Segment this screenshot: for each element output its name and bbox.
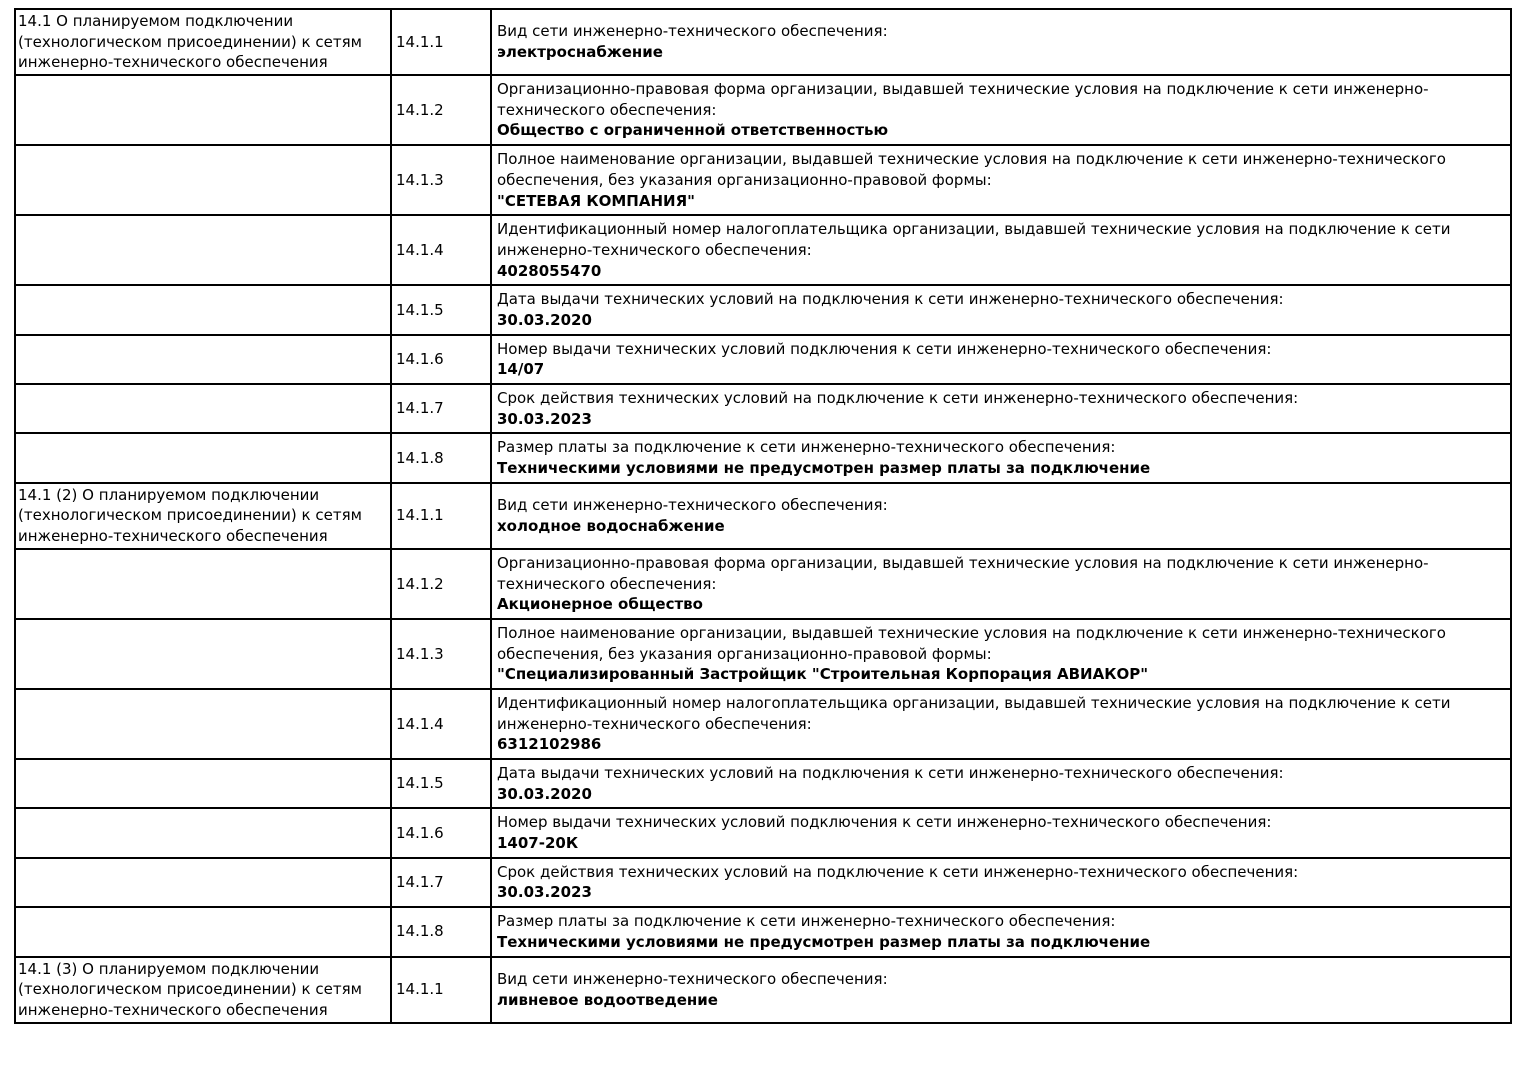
row-content [491, 619, 1511, 689]
document-table [14, 8, 1512, 1024]
group-empty-cell [15, 759, 391, 808]
table-row [15, 907, 1511, 956]
table-row [15, 145, 1511, 215]
row-number: 14.1.2 [391, 549, 491, 619]
row-number: 14.1.6 [391, 808, 491, 857]
table-row [15, 285, 1511, 334]
row-content [491, 215, 1511, 285]
field-label: Дата выдачи технических условий на подключения к сети инженерно-технического обеспечения: [497, 290, 1284, 309]
field-value: 6312102986 [497, 735, 602, 754]
row-content [491, 75, 1511, 145]
field-value: 30.03.2020 [497, 784, 592, 803]
field-label: Дата выдачи технических условий на подключения к сети инженерно-технического обеспечения: [497, 764, 1284, 782]
table-row [15, 689, 1511, 759]
row-content [491, 483, 1511, 549]
row-number: 14.1.8 [391, 907, 491, 956]
row-content [491, 957, 1511, 1023]
row-number: 14.1.1 [391, 9, 491, 75]
field-label: Номер выдачи технических условий подключения к сети инженерно-технического обеспечения: [497, 339, 1272, 358]
group-title-cell: 14.1 (3) О планируемом подключении (технологическом присоединении) к сетям инженерно-технического обеспечения [15, 957, 391, 1023]
field-label: Размер платы за подключение к сети инженерно-технического обеспечения: [497, 912, 1116, 931]
row-content [491, 808, 1511, 857]
table-row [15, 619, 1511, 689]
group-empty-cell [15, 335, 391, 384]
row-number: 14.1.7 [391, 858, 491, 907]
row-content [491, 285, 1511, 334]
table-row [15, 549, 1511, 619]
table-row [15, 215, 1511, 285]
table-row [15, 808, 1511, 857]
row-number: 14.1.6 [391, 335, 491, 384]
table-row [15, 335, 1511, 384]
row-number: 14.1.1 [391, 483, 491, 549]
group-empty-cell [15, 215, 391, 285]
row-content [491, 858, 1511, 907]
field-label: Идентификационный номер налогоплательщика организации, выдавшей технические условия на подключение к сети инженерно-технического обеспечения: [497, 220, 1451, 259]
row-content [491, 549, 1511, 619]
row-number: 14.1.3 [391, 145, 491, 215]
field-value: электроснабжение [497, 43, 663, 62]
group-empty-cell [15, 858, 391, 907]
table-row [15, 75, 1511, 145]
row-number: 14.1.1 [391, 957, 491, 1023]
row-content [491, 433, 1511, 482]
field-label: Срок действия технических условий на подключение к сети инженерно-технического обеспечения: [497, 389, 1299, 407]
row-number: 14.1.5 [391, 759, 491, 808]
row-number: 14.1.7 [391, 384, 491, 433]
field-label: Вид сети инженерно-технического обеспечения: [497, 22, 888, 41]
row-content [491, 335, 1511, 384]
field-label: Номер выдачи технических условий подключения к сети инженерно-технического обеспечения: [497, 813, 1272, 832]
field-label: Вид сети инженерно-технического обеспечения: [497, 969, 888, 988]
field-value: Техническими условиями не предусмотрен размер платы за подключение [497, 932, 1151, 951]
group-empty-cell [15, 549, 391, 619]
table-row [15, 957, 1511, 1023]
group-empty-cell [15, 808, 391, 857]
row-content [491, 689, 1511, 759]
table-row [15, 858, 1511, 907]
table-row [15, 384, 1511, 433]
group-empty-cell [15, 689, 391, 759]
table-row [15, 433, 1511, 482]
field-value: холодное водоснабжение [497, 516, 725, 535]
row-number: 14.1.8 [391, 433, 491, 482]
group-title-cell: 14.1 О планируемом подключении (технологическом присоединении) к сетям инженерно-технического обеспечения [15, 9, 391, 75]
group-empty-cell [15, 619, 391, 689]
field-value: 14/07 [497, 360, 545, 379]
group-empty-cell [15, 907, 391, 956]
field-label: Срок действия технических условий на подключение к сети инженерно-технического обеспечения: [497, 862, 1299, 881]
field-value: 30.03.2020 [497, 310, 592, 329]
field-value: 4028055470 [497, 261, 602, 280]
field-value: 1407-20К [497, 834, 579, 853]
group-title-cell: 14.1 (2) О планируемом подключении (технологическом присоединении) к сетям инженерно-технического обеспечения [15, 483, 391, 549]
table-row [15, 483, 1511, 549]
field-label: Полное наименование организации, выдавшей технические условия на подключение к сети инженерно-технического обеспечения, без указания организационно-правовой формы: [497, 150, 1446, 189]
group-empty-cell [15, 285, 391, 334]
field-label: Организационно-правовая форма организации, выдавшей технические условия на подключение к сети инженерно-технического обеспечения: [497, 553, 1429, 593]
field-label: Организационно-правовая форма организации, выдавшей технические условия на подключение к сети инженерно-технического обеспечения: [497, 80, 1429, 119]
group-empty-cell [15, 384, 391, 433]
row-number: 14.1.5 [391, 285, 491, 334]
field-value: Общество с ограниченной ответственностью [497, 121, 889, 140]
table-row [15, 759, 1511, 808]
field-value: "Специализированный Застройщик "Строительная Корпорация АВИАКОР" [497, 665, 1149, 684]
row-content [491, 907, 1511, 956]
group-empty-cell [15, 75, 391, 145]
row-number: 14.1.4 [391, 215, 491, 285]
row-number: 14.1.2 [391, 75, 491, 145]
group-empty-cell [15, 433, 391, 482]
row-content [491, 9, 1511, 75]
field-value: Акционерное общество [497, 595, 703, 614]
field-value: Техническими условиями не предусмотрен размер платы за подключение [497, 459, 1151, 478]
row-content [491, 384, 1511, 433]
field-value: ливневое водоотведение [497, 990, 718, 1009]
table-body [15, 9, 1511, 1023]
group-empty-cell [15, 145, 391, 215]
row-number: 14.1.3 [391, 619, 491, 689]
field-label: Идентификационный номер налогоплательщика организации, выдавшей технические условия на подключение к сети инженерно-технического обеспечения: [497, 693, 1451, 733]
field-value: "СЕТЕВАЯ КОМПАНИЯ" [497, 191, 695, 210]
field-label: Вид сети инженерно-технического обеспечения: [497, 496, 888, 515]
row-content [491, 759, 1511, 808]
table-row [15, 9, 1511, 75]
field-value: 30.03.2023 [497, 883, 592, 902]
field-label: Полное наименование организации, выдавшей технические условия на подключение к сети инженерно-технического обеспечения, без указания организационно-правовой формы: [497, 623, 1446, 663]
row-number: 14.1.4 [391, 689, 491, 759]
field-value: 30.03.2023 [497, 409, 592, 428]
row-content [491, 145, 1511, 215]
field-label: Размер платы за подключение к сети инженерно-технического обеспечения: [497, 438, 1116, 457]
